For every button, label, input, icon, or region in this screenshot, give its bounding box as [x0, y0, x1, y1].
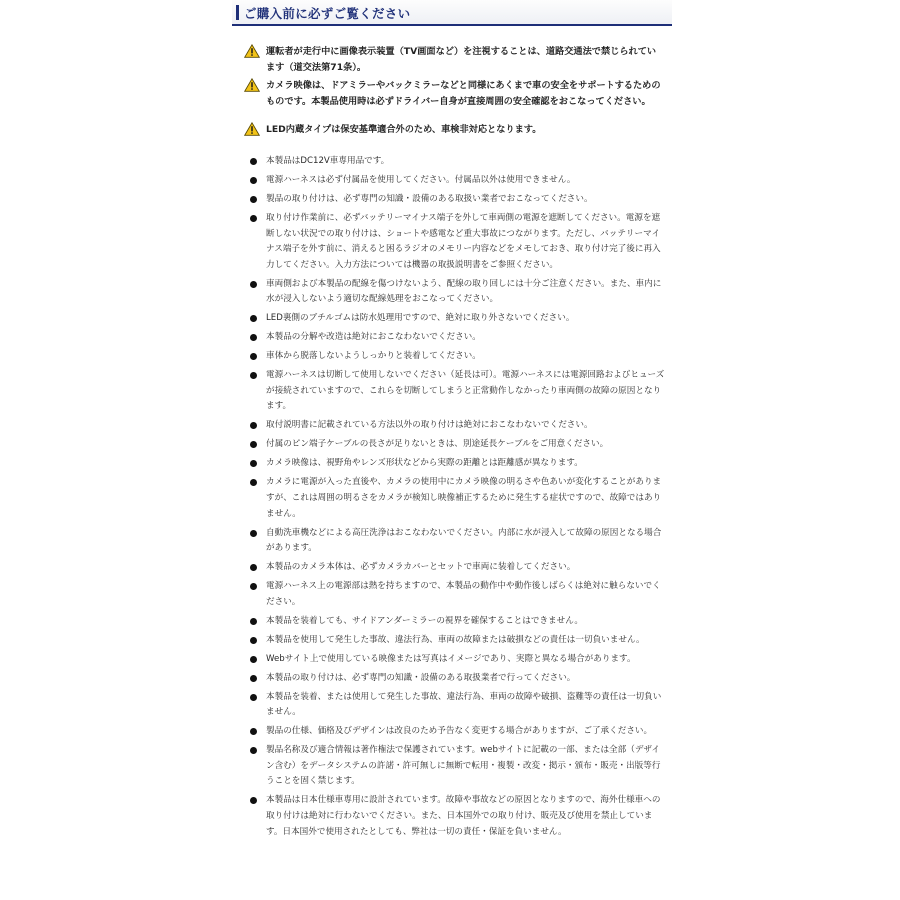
note-text: 本製品の取り付けは、必ず専門の知識・設備のある取扱業者で行ってください。 — [266, 672, 576, 683]
note-text: 本製品を装着、または使用して発生した事故、違法行為、車両の故障や破損、盗難等の責任は一切負いません。 — [266, 691, 662, 718]
warning-text: カメラ映像は、ドアミラーやバックミラーなどと同様にあくまで車の安全をサポートするためのものです。本製品使用時は必ずドライバー自身が直接周囲の安全確認をおこなってください。 — [266, 80, 661, 107]
bullet-dot-icon — [250, 334, 257, 341]
note-text: 製品の仕様、価格及びデザインは改良のため予告なく変更する場合がありますが、ご了承ください。 — [266, 726, 653, 737]
note-text: 製品名称及び適合情報は著作権法で保護されています。webサイトに記載の一部、または全部（デザイン含む）をデータシステムの許諾・許可無しに無断で転用・複製・改変・掲示・頒布・販売・出版等行うことを固く禁じます。 — [266, 745, 661, 787]
bullet-dot-icon — [250, 479, 257, 486]
list-item — [249, 690, 665, 721]
list-item — [249, 211, 665, 273]
bullet-dot-icon — [250, 196, 257, 203]
bullet-dot-icon — [250, 177, 257, 184]
list-item — [249, 724, 665, 740]
bullet-dot-icon — [250, 158, 257, 165]
warning-triangle-icon — [244, 78, 260, 92]
note-text: 電源ハーネス上の電源部は熱を持ちますので、本製品の動作中や動作後しばらくは絶対に触らないでください。 — [266, 581, 661, 607]
list-item — [249, 330, 665, 346]
warning-item — [244, 122, 664, 138]
note-text: 車両側および本製品の配線を傷つけないよう、配線の取り回しには十分ご注意ください。また、車内に水が浸入しないよう適切な配線処理をおこなってください。 — [266, 278, 662, 305]
list-item — [249, 526, 665, 557]
list-item — [249, 192, 665, 208]
note-text: 車体から脱落しないようしっかりと装着してください。 — [266, 351, 481, 362]
bullet-dot-icon — [250, 694, 257, 701]
note-text: 付属のピン端子ケーブルの長さが足りないときは、別途延長ケーブルをご用意ください。 — [266, 439, 609, 450]
note-text: 本製品はDC12V車専用品です。 — [266, 156, 390, 166]
list-item — [249, 475, 665, 522]
warning-triangle-icon — [244, 122, 260, 136]
note-text: 電源ハーネスは切断して使用しないでください（延長は可）。電源ハーネスには電源回路およびヒューズが接続されていますので、これらを切断してしまうと正常動作しなかったり車両側の故障の原因となります。 — [266, 370, 665, 412]
bullet-dot-icon — [250, 728, 257, 735]
list-item — [249, 793, 665, 840]
list-item — [249, 173, 665, 189]
bullet-dot-icon — [250, 564, 257, 571]
bullet-dot-icon — [250, 637, 257, 644]
list-item — [249, 614, 665, 630]
note-text: 電源ハーネスは必ず付属品を使用してください。付属品以外は使用できません。 — [266, 174, 576, 185]
purchase-notice-section — [232, 0, 672, 837]
warning-item — [244, 44, 664, 76]
warning-triangle-icon — [244, 44, 260, 58]
note-text: 本製品は日本仕様車専用に設計されています。故障や事故などの原因となりますので、海外仕様車への取り付けは絶対に行わないでください。また、日本国外での取り付け、販売及び使用を禁止しています。日本国外で使用されたとしても、弊社は一切の責任・保証を負いません。 — [266, 795, 661, 837]
note-text: 本製品を使用して発生した事故、違法行為、車両の故障または破損などの責任は一切負いません。 — [266, 634, 645, 645]
note-text: 取り付け作業前に、必ずバッテリーマイナス端子を外して車両側の電源を遮断してください。電源を遮断しない状況での取り付けは、ショートや感電など重大事故につながります。ただし、バッテリーマイナス端子を外す前に、消えると困るラジオのメモリー内容などをメモしておき、取り付け完了後に再入力してください。入力方法については機器の取扱説明書をご参照ください。 — [266, 212, 661, 270]
list-item — [249, 154, 665, 170]
list-item — [249, 579, 665, 610]
notes-list — [249, 154, 665, 844]
bullet-dot-icon — [250, 353, 257, 360]
bullet-dot-icon — [250, 656, 257, 663]
list-item — [249, 652, 665, 668]
note-text: 本製品を装着しても、サイドアンダーミラーの視界を確保することはできません。 — [266, 615, 583, 626]
note-text: 自動洗車機などによる高圧洗浄はおこなわないでください。内部に水が浸入して故障の原因となる場合があります。 — [266, 527, 662, 554]
note-text: 製品の取り付けは、必ず専門の知識・設備のある取扱い業者でおこなってください。 — [266, 193, 593, 204]
bullet-dot-icon — [250, 530, 257, 537]
note-text: 本製品のカメラ本体は、必ずカメラカバーとセットで車両に装着してください。 — [266, 562, 576, 573]
bullet-dot-icon — [250, 215, 257, 222]
list-item — [249, 311, 665, 327]
list-item — [249, 633, 665, 649]
bullet-dot-icon — [250, 315, 257, 322]
warning-text: LED内蔵タイプは保安基準適合外のため、車検非対応となります。 — [266, 124, 542, 135]
bullet-dot-icon — [250, 460, 257, 467]
warning-list — [244, 44, 664, 140]
bullet-dot-icon — [250, 372, 257, 379]
section-header — [232, 0, 672, 26]
bullet-dot-icon — [250, 422, 257, 429]
bullet-dot-icon — [250, 797, 257, 804]
list-item — [249, 437, 665, 453]
note-text: カメラに電源が入った直後や、カメラの使用中にカメラ映像の明るさや色あいが変化することがありますが、これは周囲の明るさをカメラが検知し映像補正するために発生する症状ですので、故障ではありません。 — [266, 477, 662, 519]
list-item — [249, 368, 665, 415]
list-item — [249, 277, 665, 308]
warning-text: 運転者が走行中に画像表示装置（TV画面など）を注視することは、道路交通法で禁じられています（道交法第71条）。 — [266, 46, 657, 73]
note-text: カメラ映像は、視野角やレンズ形状などから実際の距離とは距離感が異なります。 — [266, 458, 583, 469]
section-title: ご購入前に必ずご覧ください — [244, 6, 411, 21]
bullet-dot-icon — [250, 583, 257, 590]
list-item — [249, 349, 665, 365]
list-item — [249, 743, 665, 790]
bullet-dot-icon — [250, 618, 257, 625]
bullet-dot-icon — [250, 441, 257, 448]
bullet-dot-icon — [250, 281, 257, 288]
list-item — [249, 456, 665, 472]
list-item — [249, 560, 665, 576]
list-item — [249, 671, 665, 687]
note-text: 本製品の分解や改造は絶対におこなわないでください。 — [266, 332, 481, 343]
list-item — [249, 418, 665, 434]
note-text: Webサイト上で使用している映像または写真はイメージであり、実際と異なる場合があります。 — [266, 653, 636, 664]
bullet-dot-icon — [250, 747, 257, 754]
note-text: 取付説明書に記載されている方法以外の取り付けは絶対におこなわないでください。 — [266, 420, 593, 431]
warning-item — [244, 78, 664, 110]
note-text: LED裏側のブチルゴムは防水処理用ですので、絶対に取り外さないでください。 — [266, 313, 575, 324]
header-accent-bar — [236, 5, 239, 20]
bullet-dot-icon — [250, 675, 257, 682]
